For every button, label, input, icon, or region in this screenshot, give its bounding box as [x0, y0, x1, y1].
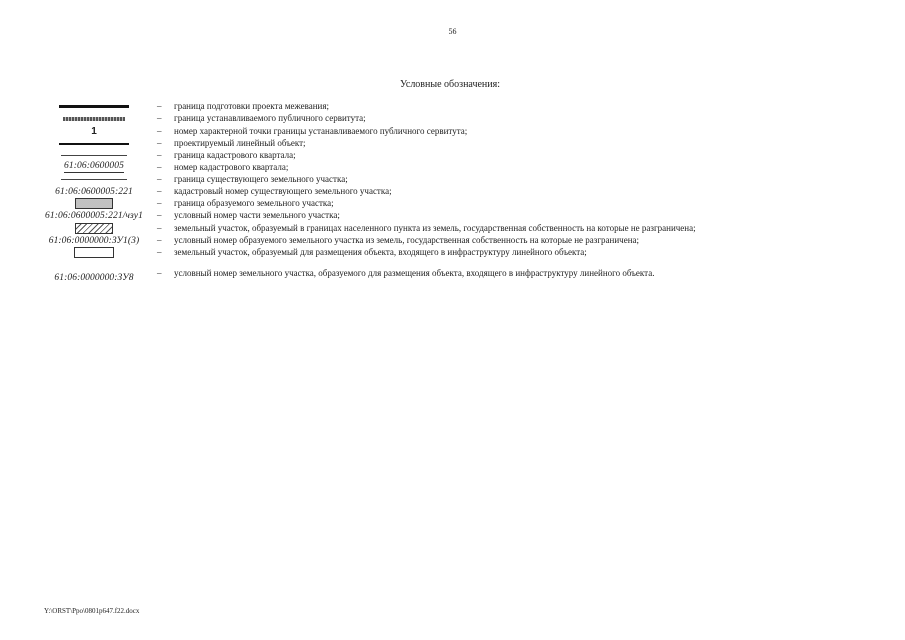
file-path-footer: Y:\ORST\Ppo\0801p647.f22.docx	[44, 607, 140, 615]
hatched-box-symbol	[30, 223, 158, 234]
empty-box-symbol	[30, 247, 158, 258]
thin-line-symbol	[30, 174, 158, 185]
servitude-line-symbol	[30, 113, 158, 124]
legend-description: земельный участок, образуемый для размещения объекта, входящего в инфраструктуру линейного объекта;	[174, 247, 587, 257]
legend-dash: –	[157, 162, 162, 172]
legend-dash: –	[157, 223, 162, 233]
parcel-code: 61:06:0000000:ЗУ1(3)	[48, 235, 140, 246]
point-number: 1	[91, 126, 97, 137]
legend-dash: –	[157, 174, 162, 184]
legend-dash: –	[157, 138, 162, 148]
legend-description: кадастровый номер существующего земельного участка;	[174, 186, 392, 196]
legend-dash: –	[157, 150, 162, 160]
legend-dash: –	[157, 210, 162, 220]
legend-dash: –	[157, 186, 162, 196]
legend-description: граница подготовки проекта межевания;	[174, 101, 330, 111]
part-number-code: 61:06:0600005:221/чзу1	[45, 210, 143, 221]
cadastral-number-code: 61:06:0600005:221	[55, 186, 133, 197]
cadastral-quarter-code: 61:06:0600005	[64, 161, 124, 171]
legend-dash: –	[157, 268, 162, 278]
legend-description: земельный участок, образуемый в границах населенного пункта из земель, государственная собственность на которые не разграничена;	[174, 223, 696, 233]
legend-description: граница устанавливаемого публичного сервитута;	[174, 113, 366, 123]
medium-line-symbol	[30, 138, 158, 149]
legend-dash: –	[157, 198, 162, 208]
legend-dash: –	[157, 235, 162, 245]
thin-line-symbol	[30, 150, 158, 161]
legend-dash: –	[157, 247, 162, 257]
infrastructure-parcel-code: 61:06:0000000:ЗУ8	[54, 272, 134, 283]
legend-title: Условные обозначения:	[400, 79, 501, 90]
legend-description: проектируемый линейный объект;	[174, 138, 306, 148]
legend-dash: –	[157, 101, 162, 111]
legend-description: граница кадастрового квартала;	[174, 150, 296, 160]
legend-description: номер кадастрового квартала;	[174, 162, 289, 172]
legend-description: условный номер образуемого земельного участка из земель, государственная собственность на которые не разграничена;	[174, 235, 640, 245]
legend-description: граница образуемого земельного участка;	[174, 198, 334, 208]
legend-dash: –	[157, 126, 162, 136]
point-number-symbol	[30, 126, 158, 137]
legend-description: условный номер земельного участка, образуемого для размещения объекта, входящего в инфраструктуру линейного объекта.	[174, 268, 655, 278]
dotted-box-symbol	[30, 198, 158, 209]
thick-line-symbol	[30, 101, 158, 112]
legend-dash: –	[157, 113, 162, 123]
legend-description: условный номер части земельного участка;	[174, 210, 340, 220]
legend-description: номер характерной точки границы устанавливаемого публичного сервитута;	[174, 126, 468, 136]
page-number: 56	[448, 27, 457, 36]
legend-description: граница существующего земельного участка;	[174, 174, 348, 184]
